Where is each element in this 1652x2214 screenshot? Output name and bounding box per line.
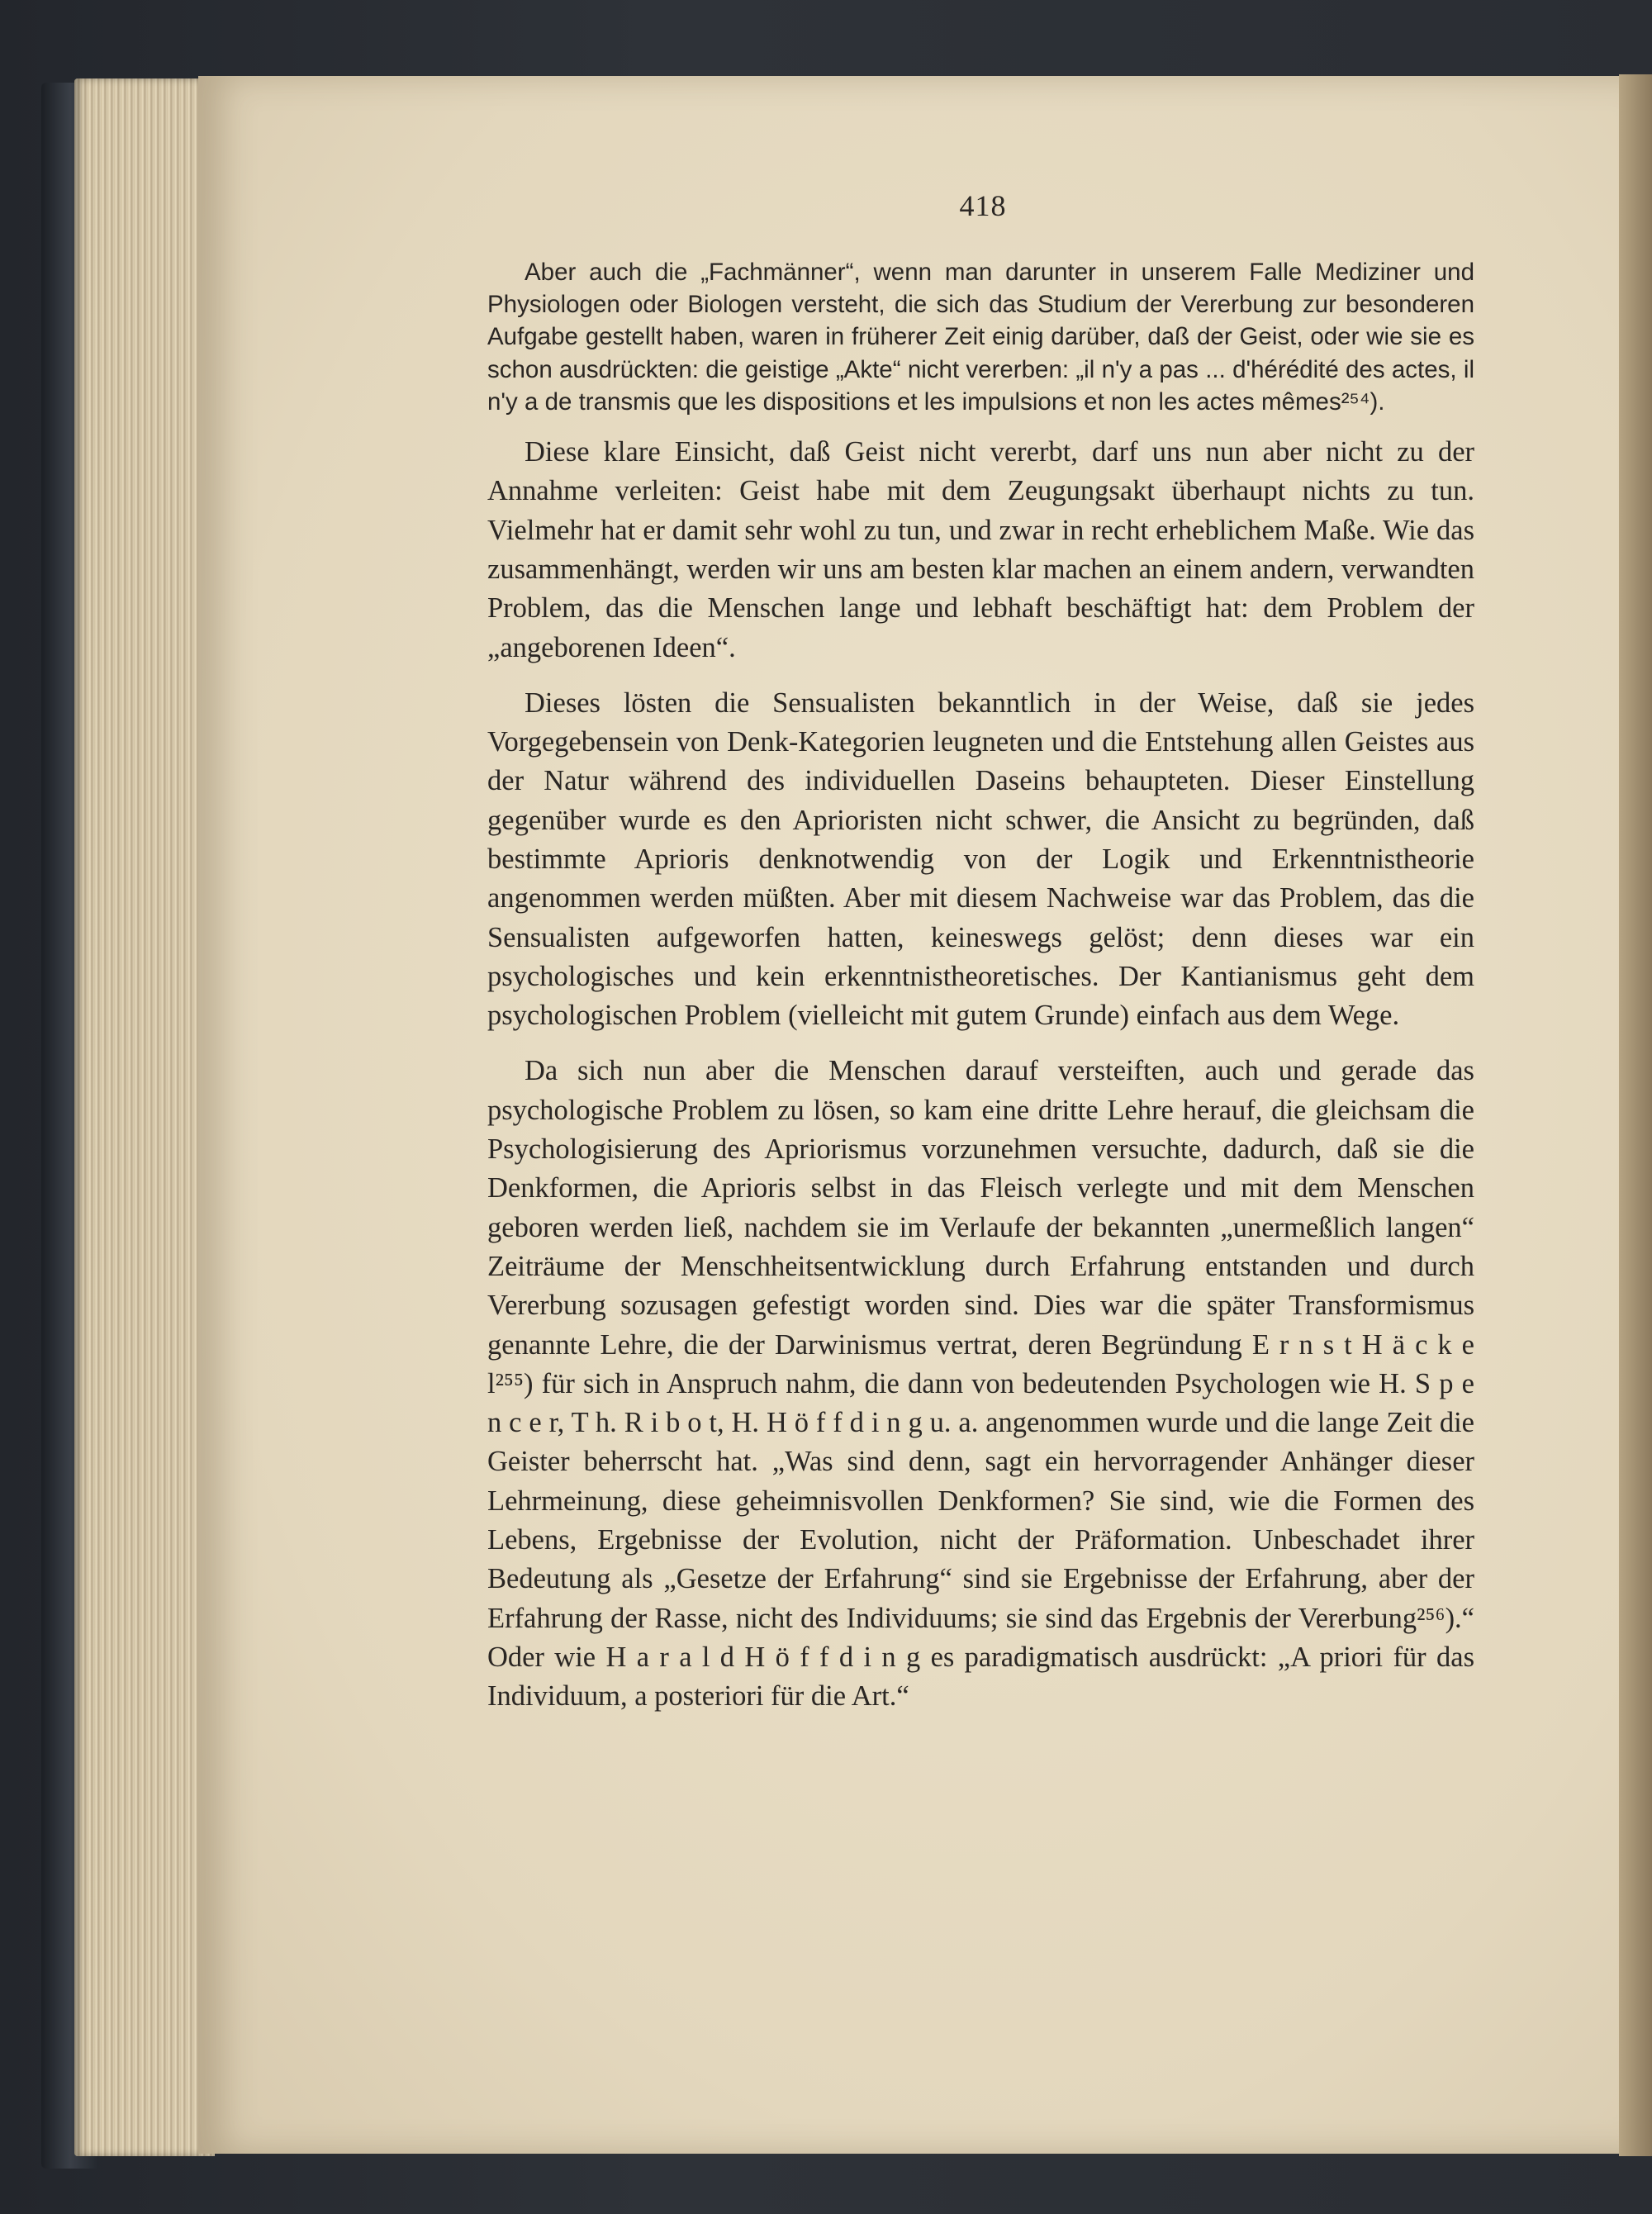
paragraph: Da sich nun aber die Menschen darauf versteiften, auch und gerade das psychologische Problem zu lösen, so kam eine dritte Lehre herauf, die gleichsam die Psychologisierung des Apriorismus vorzunehmen versuchte, dadurch, daß sie die Denkformen, die Aprioris selbst in das Fleisch verlegte und mit dem Menschen geboren werden ließ, nachdem sie im Verlaufe der bekannten „unermeßlich langen“ Zeiträume der Menschheitsentwicklung durch Erfahrung entstanden und durch Vererbung sozusagen gefestigt worden sind. Dies war die später Transformismus genannte Lehre, die der Darwinismus vertrat, deren Begründung E r n s t H ä c k e l²⁵⁵) für sich in Anspruch nahm, die dann von bedeutenden Psychologen wie H. S p e n c e r, T h. R i b o t, H. H ö f f d i n g u. a. angenommen wurde und die lange Zeit die Geister beherrscht hat. „Was sind denn, sagt ein hervorragender Anhänger dieser Lehrmeinung, diese geheimnisvollen Denkformen? Sie sind, wie die Formen des Lebens, Ergebnisse der Evolution, nicht der Präformation. Unbeschadet ihrer Bedeutung als „Gesetze der Erfahrung“ sind sie Ergebnisse der Erfahrung, aber der Erfahrung der Rasse, nicht des Individuums; sie sind das Ergebnis der Vererbung²⁵⁶).“ Oder wie H a r a l d H ö f f d i n g es paradigmatisch ausdrückt: „A priori für das Individuum, a posteriori für die Art.“ bbox=[487, 1055, 1474, 1713]
facing-page-edge bbox=[1619, 74, 1652, 2156]
page-edges bbox=[74, 78, 215, 2156]
paragraph: Aber auch die „Fachmänner“, wenn man darunter in unserem Falle Mediziner und Physiologen oder Biologen versteht, die sich das Studium der Vererbung zur besonderen Aufgabe gestellt haben, waren in früherer Zeit einig darüber, daß der Geist, oder wie sie es schon ausdrückten: die geistige „Akte“ nicht vererben: „il n'y a pas ... d'hérédité des actes, il n'y a de transmis que les dispositions et les impulsions et non les actes mêmes²⁵⁴). bbox=[487, 259, 1474, 416]
page-text bbox=[487, 256, 1474, 1717]
page-number: 418 bbox=[959, 189, 1007, 222]
paragraph: Diese klare Einsicht, daß Geist nicht vererbt, darf uns nun aber nicht zu der Annahme verleiten: Geist habe mit dem Zeugungsakt überhaupt nichts zu tun. Vielmehr hat er damit sehr wohl zu tun, und zwar in recht erheblichem Maße. Wie das zusammenhängt, werden wir uns am besten klar machen an einem andern, verwandten Problem, das die Menschen lange und lebhaft beschäftigt hat: dem Problem der „angeborenen Ideen“. bbox=[487, 436, 1474, 663]
paragraph: Dieses lösten die Sensualisten bekanntlich in der Weise, daß sie jedes Vorgegebensein von Denk-Kategorien leugneten und die Entstehung allen Geistes aus der Natur während des individuellen Daseins behaupteten. Dieser Einstellung gegenüber wurde es den Aprioristen nicht schwer, die Ansicht zu begründen, daß bestimmte Aprioris denknotwendig von der Logik und Erkenntnistheorie angenommen werden müßten. Aber mit diesem Nachweise war das Problem, das die Sensualisten aufgeworfen hatten, keineswegs gelöst; denn dieses war ein psychologisches und kein erkenntnistheoretisches. Der Kantianismus geht dem psychologischen Problem (vielleicht mit gutem Grunde) einfach aus dem Wege. bbox=[487, 687, 1474, 1032]
paragraph-small-print bbox=[487, 256, 1474, 418]
